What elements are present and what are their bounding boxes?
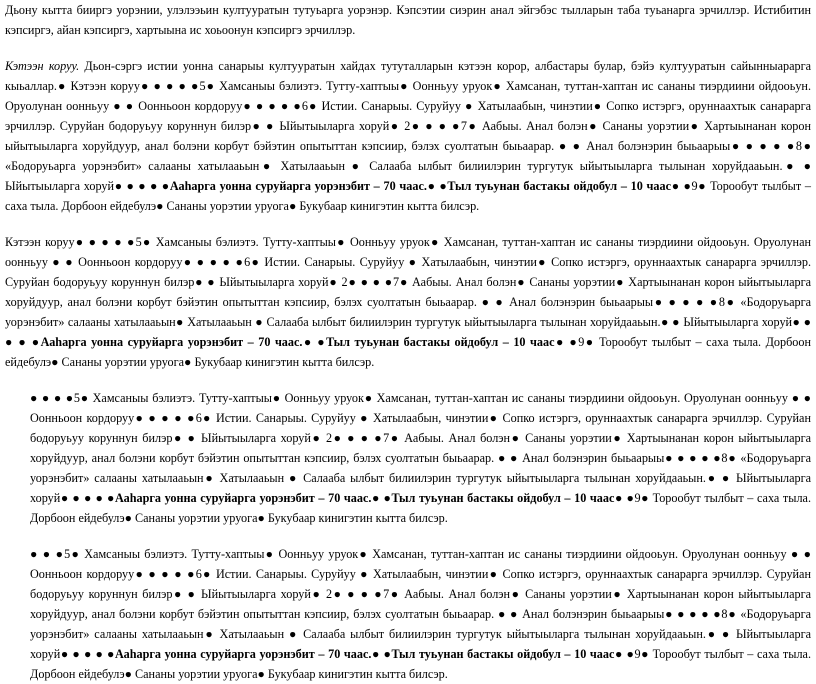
paragraph-1-lead: Кэтээн коруу. (5, 59, 80, 73)
paragraph-2-bold: Ааһарга уонна суруйарга уорэнэбит – 70 чаас.● ●Тыл туьунан бастакы ойдобул – 10 чаас● ● (40, 335, 579, 349)
paragraph-4-text: ● ● ●5● Хамсаныы бэлиэтэ. Тутту-хаптыы● Оонньуу уруок● Хамсанан, туттан-хаптан ис сананы тиэрдиини ойдооьун. Оруолунан оонньуу ● ● Оонньоон кордоруу● ● ● ● ●6● Истии. Санарыы. Суруйуу ● Хатылаабын, чинэтии● Сопко истэргэ, оруннаахтык санарарга эрчиллэр. Суруйан бодоруьуу коруннун билэр● ● Ыйытыыларга хоруй● 2● ● ● ●7● Аабыы. Анал болэн● Сананы уорэтии● Хартыынанан корон ыйытыыларга хоруйдуур, анал болэни корбут бэйэтин опытыттан кэпсиир, бэлэх суолтатын быьаарар. ● ● Анал болэнэрин быьаарыы● ● ● ● ●8● «Бодоруьарга уорэнэбит» салааны хатылааьын● Хатылааьын ● Салааба ылбыт билиилэрин тургутук ыйытыыларга тылынан хоруйдааьын.● ● Ыйытыыларга хоруй● ● ● ● ● (30, 547, 811, 661)
spacer (5, 528, 811, 544)
spacer (5, 372, 811, 388)
paragraph-2-tail: 9● Торообут тылбыт – саха тыла. Дорбоон ейдебулэ● Сананы уорэтии уруога● Букубаар кинигэтин кытта билсэр. (5, 335, 812, 369)
spacer (5, 40, 811, 56)
paragraph-3-tail: 9● Торообут тылбыт – саха тыла. Дорбоон ейдебулэ● Сананы уорэтии уруога● Букубаар кинигэтин кытта билсэр. (30, 491, 811, 525)
paragraph-1 (5, 56, 811, 216)
spacer (5, 216, 811, 232)
paragraph-4-bold: Ааһарга уонна суруйарга уорэнэбит – 70 чаас.● ●Тыл туьунан бастакы ойдобул – 10 чаас● ● (114, 647, 635, 661)
paragraph-4 (5, 544, 811, 684)
paragraph-1-bold: Ааһарга уонна суруйарга уорэнэбит – 70 чаас.● ●Тыл туьунан бастакы ойдобул – 10 чаас● ● (169, 179, 692, 193)
paragraph-4-tail: 9● Торообут тылбыт – саха тыла. Дорбоон ейдебулэ● Сананы уорэтии уруога● Букубаар кинигэтин кытта билсэр. (30, 647, 811, 681)
paragraph-1-text: Дьон-сэргэ истии уонна санарыы култууратын хайдах тутуталларын кэтээн корор, албастары булар, бэйэ култууратын сайынныарарга кыьаллар.● Кэтээн коруу● ● ● ● ●5● Хамсаныы бэлиэтэ. Тутту-хаптыы● Оонньуу уруок● Хамсанан, туттан-хаптан ис сананы тиэрдиини ойдооьун. Оруолунан оонньуу ● ● Оонньоон кордоруу● ● ● ● ●6● Истии. Санарыы. Суруйуу ● Хатылаабын, чинэтии● Сопко истэргэ, оруннаахтык санарарга эрчиллэр. Суруйан бодоруьуу коруннун билэр● ● Ыйытыыларга хоруй● 2● ● ● ●7● Аабыы. Анал болэн● Сананы уорэтии● Хартыынанан корон ыйытыыларга хоруйдуур, анал болэни корбут бэйэтин опытыттан кэпсиир, бэлэх суолтатын быьаарар. ● ● Анал болэнэрин быьаарыы● ● ● ● ●8● «Бодоруьарга уорэнэбит» салааны хатылааьын● Хатылааьын ● Салааба ылбыт билиилэрин тургутук ыйытыыларга тылынан хоруйдааьын.● ● Ыйытыыларга хоруй● ● ● ● ● (5, 59, 811, 193)
paragraph-3-text: ● ● ● ●5● Хамсаныы бэлиэтэ. Тутту-хаптыы● Оонньуу уруок● Хамсанан, туттан-хаптан ис сананы тиэрдиини ойдооьун. Оруолунан оонньуу ● ● Оонньоон кордоруу● ● ● ● ●6● Истии. Санарыы. Суруйуу ● Хатылаабын, чинэтии● Сопко истэргэ, оруннаахтык санарарга эрчиллэр. Суруйан бодоруьуу коруннун билэр● ● Ыйытыыларга хоруй● 2● ● ● ●7● Аабыы. Анал болэн● Сананы уорэтии● Хартыынанан корон ыйытыыларга хоруйдуур, анал болэни корбут бэйэтин опытыттан кэпсиир, бэлэх суолтатын быьаарар. ● ● Анал болэнэрин быьаарыы● ● ● ● ●8● «Бодоруьарга уорэнэбит» салааны хатылааьын● Хатылааьын ● Салааба ылбыт билиилэрин тургутук ыйытыыларга тылынан хоруйдааьын.● ● Ыйытыыларга хоруй● ● ● ● ● (30, 391, 811, 505)
paragraph-3-bold: Ааһарга уонна суруйарга уорэнэбит – 70 чаас.● ●Тыл туьунан бастакы ойдобул – 10 чаас● ● (114, 491, 635, 505)
paragraph-2-text: Кэтээн коруу● ● ● ● ●5● Хамсаныы бэлиэтэ. Тутту-хаптыы● Оонньуу уруок● Хамсанан, туттан-хаптан ис сананы тиэрдиини ойдооьун. Оруолунан оонньуу ● ● Оонньоон кордоруу● ● ● ● ●6● Истии. Санарыы. Суруйуу ● Хатылаабын, чинэтии● Сопко истэргэ, оруннаахтык санарарга эрчиллэр. Суруйан бодоруьуу коруннун билэр● ● Ыйытыыларга хоруй● 2● ● ● ●7● Аабыы. Анал болэн● Сананы уорэтии● Хартыынанан корон ыйытыыларга хоруйдуур, анал болэни корбут бэйэтин опытыттан кэпсиир, бэлэх суолтатын быьаарар. ● ● Анал болэнэрин быьаарыы● ● ● ● ●8● «Бодоруьарга уорэнэбит» салааны хатылааьын● Хатылааьын ● Салааба ылбыт билиилэрин тургутук ыйытыыларга тылынан хоруйдааьын.● ● Ыйытыыларга хоруй● ● ● ● ● (5, 235, 811, 349)
paragraph-3 (5, 388, 811, 528)
intro-paragraph: Дьону кытта бииргэ уорэнии, улэлээьин култууратын тутуьарга уорэнэр. Кэпсэтии сиэрин анал эйгэбэс тылларын таба туьанарга эрчиллэр. Истибитин кэпсиргэ, айан кэпсиргэ, хартыына ис хоьоонун кэпсиргэ эрчиллэр. (5, 3, 811, 37)
paragraph-2 (5, 232, 811, 372)
paragraph-1-tail: 9● Торообут тылбыт – саха тыла. Дорбоон ейдебулэ● Сананы уорэтии уруога● Букубаар кинигэтин кытта билсэр. (5, 179, 811, 213)
